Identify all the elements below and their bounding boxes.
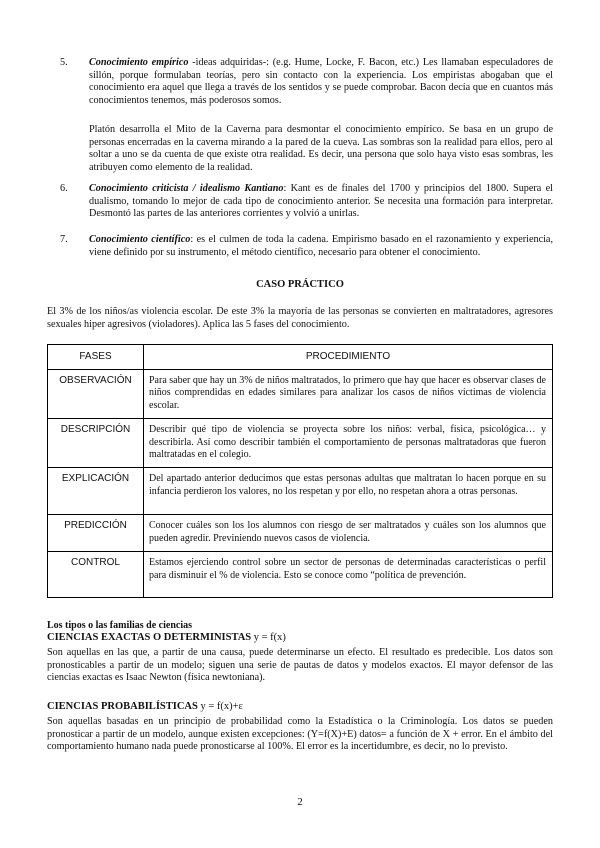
exactas-heading bbox=[47, 632, 286, 643]
list-number: 6. bbox=[60, 183, 68, 194]
table-header-row bbox=[48, 345, 553, 370]
list-item-text bbox=[89, 183, 553, 221]
list-item-text bbox=[89, 234, 553, 259]
fase-cell: PREDICCIÓN bbox=[48, 515, 144, 552]
table-row bbox=[48, 468, 553, 515]
fase-cell: EXPLICACIÓN bbox=[48, 468, 144, 515]
header-procedimiento: PROCEDIMIENTO bbox=[144, 345, 553, 370]
caso-practico-title: CASO PRÁCTICO bbox=[256, 279, 344, 290]
probabilisticas-formula: y = f(x)+ε bbox=[197, 701, 243, 712]
item-title: Conocimiento criticista / idealismo Kantiano bbox=[89, 183, 284, 194]
table-row bbox=[48, 419, 553, 468]
procedimiento-cell: Conocer cuáles son los los alumnos con riesgo de ser maltratados y cuáles son los alumnos que pueden agredir. Previniendo nuevos casos de violencia. bbox=[144, 515, 553, 552]
item-body: : es el culmen de toda la cadena. Empirismo basado en el razonamiento y experiencia, viene definido por su instrumento, el método científico, necesario para obtener el conocimiento. bbox=[89, 234, 553, 258]
platon-paragraph: Platón desarrolla el Mito de la Caverna para desmontar el conocimiento empírico. Se basa en un grupo de personas encerradas en la caverna mirando a la pared de la cueva. Las sombras son la realidad para ellos, pero al soltar a uno se da cuenta de que existe otra realidad. Es decir, una persona que solo haya visto esas sombras, les atribuyen como elemento de la realidad. bbox=[89, 124, 553, 173]
probabilisticas-heading bbox=[47, 701, 243, 712]
item-body: : Kant es de finales del 1700 y principios del 1800. Supera el dualismo, tomando lo mejor de cada tipo de conocimiento anterior. Se necesita una formación para interpretar. Desmontó las partes de las anteriores corrientes y volvió a unirlas. bbox=[89, 183, 553, 220]
header-fases: FASES bbox=[48, 345, 144, 370]
ciencias-title: Los tipos o las familias de ciencias bbox=[47, 620, 193, 631]
list-item-empirico bbox=[60, 57, 553, 107]
table-row bbox=[48, 515, 553, 552]
procedimiento-cell: Para saber que hay un 3% de niños maltratados, lo primero que hay que hacer es observar clases de niños comprendidas en edades similares para analizar los casos de niños víctimas de violencia escolar. bbox=[144, 370, 553, 419]
exactas-paragraph: Son aquellas en las que, a partir de una causa, puede determinarse un efecto. El resultado es predecible. Los datos son pronosticables a partir de un modelo; siguen una serie de pautas de datos y modelos exactos. El mayor defensor de las ciencias exactas es Isaac Newton (física newtoniana). bbox=[47, 647, 553, 684]
list-number: 5. bbox=[60, 57, 68, 68]
list-item-criticista bbox=[60, 183, 553, 221]
table-row bbox=[48, 552, 553, 598]
fase-cell: DESCRIPCIÓN bbox=[48, 419, 144, 468]
fase-cell: CONTROL bbox=[48, 552, 144, 598]
caso-practico-intro: El 3% de los niños/as violencia escolar. De este 3% la mayoría de las personas se convierten en maltratadores, agresores sexuales hiper agresivos (violadores). Aplica las 5 fases del conocimiento. bbox=[47, 306, 553, 330]
item-title: Conocimiento científico bbox=[89, 234, 191, 245]
list-number: 7. bbox=[60, 234, 68, 245]
page-number: 2 bbox=[297, 796, 303, 808]
fase-cell: OBSERVACIÓN bbox=[48, 370, 144, 419]
list-item-cientifico bbox=[60, 234, 553, 259]
probabilisticas-paragraph: Son aquellas basadas en un principio de probabilidad como la Estadística o la Criminología. Los datos se pueden pronosticar a partir de un modelo, aunque existen excepciones: (Y=f(X)+E) datos= a función de X + error. En el ámbito del comportamiento humano nada puede pronosticarse al 100%. El error es la incertidumbre, es decir, no lo previsto. bbox=[47, 716, 553, 753]
list-item-text bbox=[89, 57, 553, 107]
fases-table bbox=[47, 344, 553, 598]
probabilisticas-heading-label: CIENCIAS PROBABILÍSTICAS bbox=[47, 701, 198, 712]
item-body: -ideas adquiridas-: (e.g. Hume, Locke, F. Bacon, etc.) Les llamaban especuladores de sillón, porque formulaban teorías, pero sin contacto con la experiencia. Los empiristas abogaban que el conocimiento era aquel que llega a través de los sentidos y se puede comprobar. Bacon decía que en cuantos más conocimientos tenemos, más poderosos somos. bbox=[89, 57, 553, 106]
table-row bbox=[48, 370, 553, 419]
procedimiento-cell: Del apartado anterior deducimos que estas personas adultas que maltratan lo hacen porque en su infancia perdieron los valores, no los respetan y por ello, no respetan ahora a otras personas. bbox=[144, 468, 553, 515]
item-title: Conocimiento empírico bbox=[89, 57, 189, 68]
exactas-heading-label: CIENCIAS EXACTAS O DETERMINISTAS bbox=[47, 632, 252, 643]
exactas-formula: y = f(x) bbox=[251, 632, 286, 643]
procedimiento-cell: Estamos ejerciendo control sobre un sector de personas de determinadas características o perfil para disminuir el % de violencia. Esto se conoce como “política de prevención. bbox=[144, 552, 553, 598]
procedimiento-cell: Describir qué tipo de violencia se proyecta sobre los niños: verbal, física, psicológica… y describirla. Así como describir también el comportamiento de personas maltratadoras que fueron maltratadas en el colegio. bbox=[144, 419, 553, 468]
